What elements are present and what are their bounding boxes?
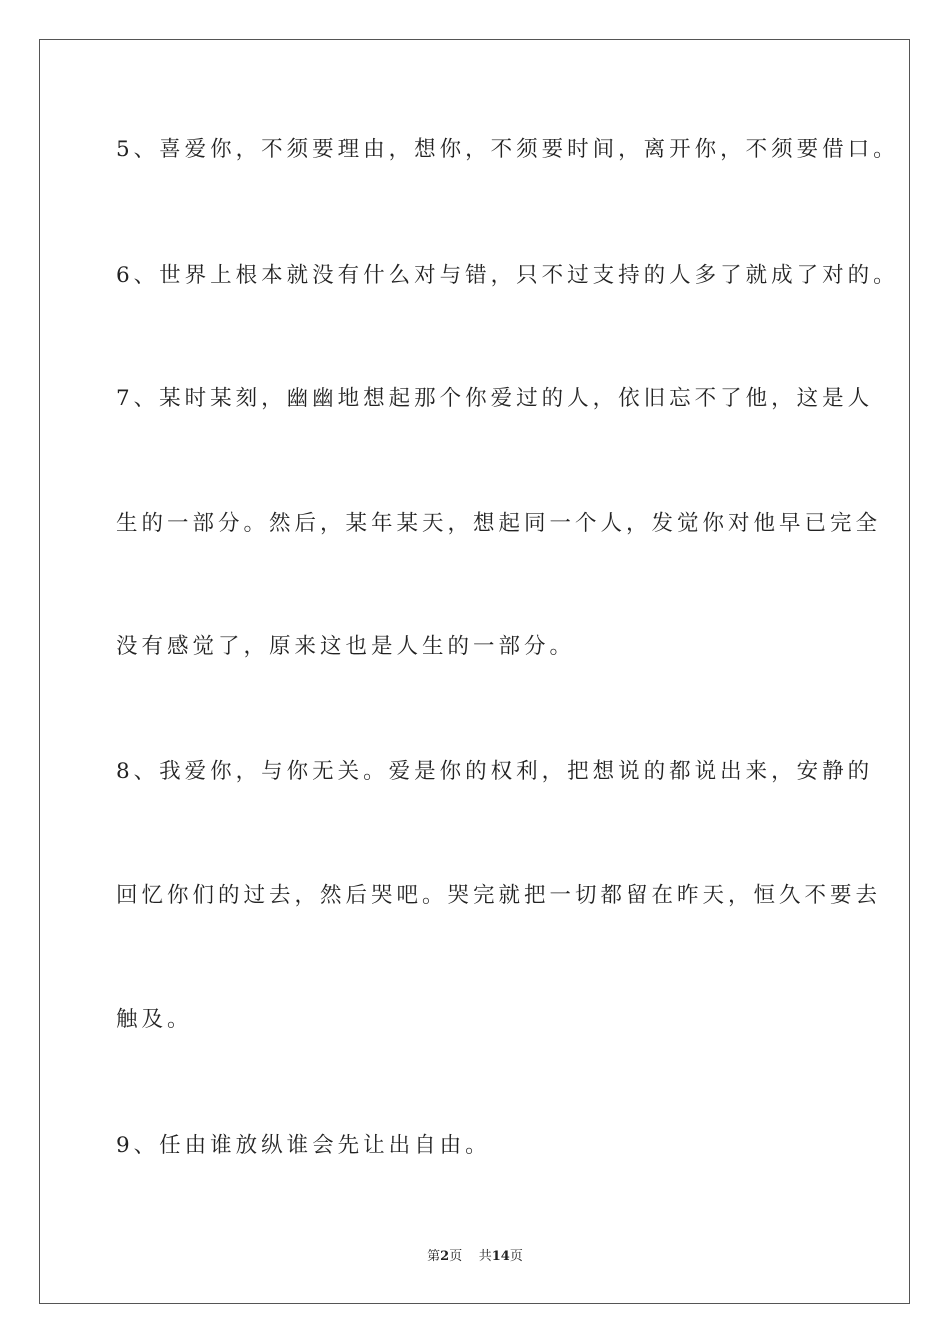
text-line-1: 5、喜爱你，不须要理由，想你，不须要时间，离开你，不须要借口。 [116, 137, 899, 162]
text-line-6: 8、我爱你，与你无关。爱是你的权利，把想说的都说出来，安静的 [116, 759, 874, 784]
text-line-4: 生的一部分。然后，某年某天，想起同一个人，发觉你对他早已完全 [116, 511, 882, 536]
footer-page-number: 2 [440, 1249, 450, 1264]
page-border [39, 39, 910, 1304]
text-line-9: 9、任由谁放纵谁会先让出自由。 [116, 1133, 491, 1158]
text-line-2: 6、世界上根本就没有什么对与错，只不过支持的人多了就成了对的。 [116, 263, 899, 288]
text-line-3: 7、某时某刻，幽幽地想起那个你爱过的人，依旧忘不了他，这是人 [116, 386, 874, 411]
footer-page-prefix: 第 [427, 1249, 441, 1264]
page-footer [0, 1248, 950, 1266]
text-line-7: 回忆你们的过去，然后哭吧。哭完就把一切都留在昨天，恒久不要去 [116, 883, 882, 908]
footer-total-suffix: 页 [509, 1249, 523, 1264]
footer-page-suffix: 页 [449, 1249, 463, 1264]
footer-total-prefix: 共 [478, 1249, 492, 1264]
text-line-5: 没有感觉了，原来这也是人生的一部分。 [116, 634, 576, 659]
text-line-8: 触及。 [116, 1007, 193, 1032]
footer-total-pages: 14 [491, 1249, 510, 1264]
